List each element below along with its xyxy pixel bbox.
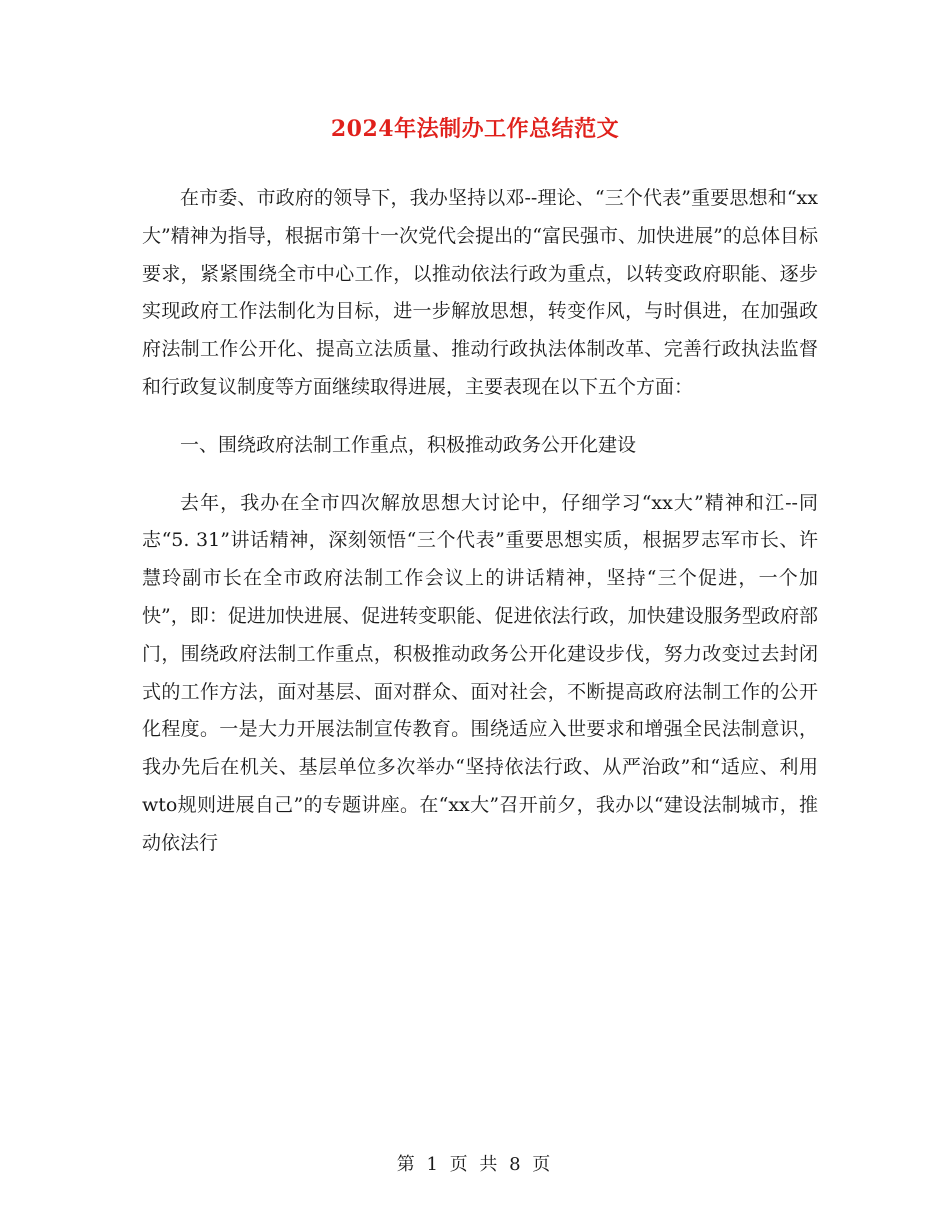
section-paragraph: 去年，我办在全市四次解放思想大讨论中，仔细学习“xx大”精神和江--同志“5. 31”讲话精神，深刻领悟“三个代表”重要思想实质，根据罗志军市长、许慧玲副市长在全市政府法制工作会议上的讲话精神，坚持“三个促进，一个加快”，即：促进加快进展、促进转变职能、促进依法行政，加快建设服务型政府部门，围绕政府法制工作重点，积极推动政务公开化建设步伐，努力改变过去封闭式的工作方法，面对基层、面对群众、面对社会，不断提高政府法制工作的公开化程度。一是大力开展法制宣传教育。围绕适应入世要求和增强全民法制意识，我办先后在机关、基层单位多次举办“坚持依法行政、从严治政”和“适应、利用wto规则进展自己”的专题讲座。在“xx大”召开前夕，我办以“建设法制城市，推动依法行 [142,491,818,854]
document-title: 2024年法制办工作总结范文 [330,116,620,142]
intro-paragraph: 在市委、市政府的领导下，我办坚持以邓--理论、“三个代表”重要思想和“xx大”精神为指导，根据市第十一次党代会提出的“富民强市、加快进展”的总体目标要求，紧紧围绕全市中心工作，以推动依法行政为重点，以转变政府职能、逐步实现政府工作法制化为目标，进一步解放思想，转变作风，与时俱进，在加强政府法制工作公开化、提高立法质量、推动行政执法体制改革、完善行政执法监督和行政复议制度等方面继续取得进展，主要表现在以下五个方面： [142,187,818,398]
section-heading: 一、围绕政府法制工作重点，积极推动政务公开化建设 [180,433,637,456]
page-number-footer: 第 1 页 共 8 页 [396,1154,554,1175]
document-body [142,180,818,863]
